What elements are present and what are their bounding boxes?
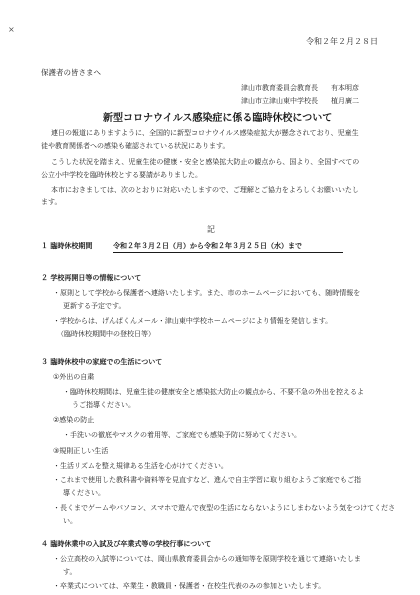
section3-line: い。 — [63, 517, 77, 525]
intro-line: こうした状況を踏まえ、児童生徒の健康・安全と感染拡大防止の観点から、国より、全国すべての — [51, 158, 360, 166]
corner-mark: × — [8, 25, 15, 34]
document-date: 令和２年２月２８日 — [306, 37, 378, 46]
section3-line: 導ください。 — [63, 489, 105, 497]
section3-line: うご指導ください。 — [72, 401, 135, 409]
section4-line: ・卒業式については、卒業生・教職員・保護者・在校生代表のみの参加といたします。 — [53, 582, 326, 590]
section4-line: す。 — [63, 568, 77, 576]
section4-heading: ４ 臨時休業中の入試及び卒業式等の学校行事について — [41, 540, 212, 548]
sender1-organization: 津山市教育委員会教育長 — [241, 84, 318, 92]
section3-subheading: ③規則正しい生活 — [53, 447, 109, 455]
section3-line: ・これまで使用した教科書や資料等を見直すなど、進んで自主学習に取り組むようご家庭でもご指 — [53, 476, 361, 484]
ki-mark: 記 — [207, 225, 215, 234]
section2-heading: ２ 学校再開日等の情報について — [41, 274, 142, 282]
section2-line: ・学校からは、げんぱくんメール・津山東中学校ホームページにより情報を発信します。 — [53, 317, 333, 325]
document-title: 新型コロナウイルス感染症に係る臨時休校について — [103, 113, 333, 124]
section3-subheading: ②感染の防止 — [53, 416, 95, 424]
section2-line: ・原則として学校から保護者へ連絡いたします。また、市のホームページにおいても、随時情報を — [53, 289, 361, 297]
intro-line: ます。 — [41, 198, 62, 206]
closure-period-underline — [113, 252, 343, 253]
section3-heading: ３ 臨時休校中の家庭での生活について — [41, 358, 163, 366]
section4-line: ・公立高校の入試等については、岡山県教育委員会からの通知等を原則学校を通じて連絡いたしま — [53, 555, 361, 563]
section3-line: ・臨時休校期間は、児童生徒の健康安全と感染拡大防止の観点から、不要不急の外出を控えるよ — [63, 388, 364, 396]
intro-line: 連日の報道にありますように、全国的に新型コロナウイルス感染症拡大が懸念されており、児童生 — [51, 129, 359, 137]
sender2-name: 植月廣二 — [331, 97, 359, 105]
section2-line: 更新する予定です。 — [63, 302, 126, 310]
section3-line: ・生活リズムを整え規律ある生活を心がけてください。 — [53, 462, 228, 470]
intro-line: 本市におきましては、次のとおりに対応いたしますので、ご理解とご協力をよろしくお願いいたし — [51, 186, 359, 194]
section2-line: （臨時休校期間中の登校日等） — [57, 330, 155, 338]
intro-line: 徒や教育関係者への感染も確認されている状況にあります。 — [41, 142, 230, 150]
section3-line: ・長くまでゲームやパソコン、スマホで遊んで夜型の生活にならないようにしまわないよう気をつけてくださ — [53, 504, 396, 512]
sender1-name: 有本明彦 — [331, 84, 359, 92]
addressee: 保護者の皆さまへ — [41, 68, 101, 77]
section3-subheading: ①外出の自粛 — [53, 373, 95, 381]
sender2-organization: 津山市立津山東中学校長 — [241, 97, 318, 105]
intro-line: 公立小中学校を臨時休校とする要請がありました。 — [41, 171, 202, 179]
section3-line: ・手洗いの徹底やマスクの着用等、ご家庭でも感染予防に努めてください。 — [63, 431, 301, 439]
closure-period: 令和２年３月２日（月）から令和２年３月２５日（水）まで — [113, 242, 302, 250]
section1-heading: １ 臨時休校期間 — [41, 242, 93, 250]
